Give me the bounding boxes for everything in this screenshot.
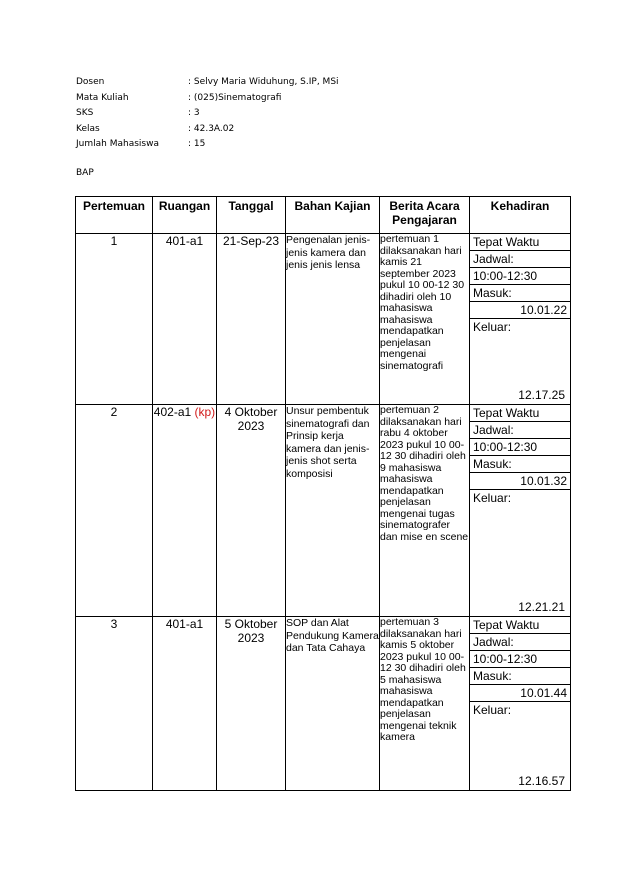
- cell-bahan-kajian: Unsur pembentuk sinematografi dan Prinsip kerja kamera dan jenis-jenis shot serta komposisi: [286, 405, 380, 617]
- cell-tanggal: 5 Oktober 2023: [217, 617, 286, 791]
- kehadiran-jadwal: 10:00-12:30: [470, 651, 570, 668]
- kehadiran-jadwal: 10:00-12:30: [470, 439, 570, 456]
- info-label: Kelas: [76, 123, 100, 134]
- info-label: Mata Kuliah: [76, 92, 129, 103]
- course-info: [76, 75, 339, 153]
- info-row-kelas: [76, 122, 339, 138]
- kehadiran-keluar-label: Keluar:: [473, 320, 512, 334]
- ruangan-text: 401-a1: [165, 617, 204, 631]
- kehadiran-masuk-label: Masuk:: [470, 456, 570, 473]
- ruangan-text: 401-a1: [165, 234, 204, 248]
- kehadiran-status: Tepat Waktu: [470, 617, 570, 634]
- info-value: : 15: [188, 139, 206, 149]
- cell-bahan-kajian: SOP dan Alat Pendukung Kamera dan Tata Cahaya: [286, 617, 380, 791]
- kehadiran-jadwal-label: Jadwal:: [470, 422, 570, 439]
- info-value: : 3: [188, 108, 200, 118]
- info-label: Jumlah Mahasiswa: [76, 139, 159, 149]
- kehadiran-masuk: 10.01.22: [470, 302, 570, 319]
- header-berita-acara: Berita Acara Pengajaran: [380, 197, 470, 234]
- kehadiran-keluar-label: Keluar:: [473, 703, 512, 717]
- cell-bahan-kajian: Pengenalan jenis-jenis kamera dan jenis jenis lensa: [286, 234, 380, 405]
- info-value: : (025)Sinematografi: [188, 92, 282, 103]
- header-bahan-kajian: Bahan Kajian: [286, 197, 380, 234]
- cell-ruangan: [153, 617, 217, 791]
- cell-kehadiran: [470, 617, 571, 791]
- kehadiran-jadwal-label: Jadwal:: [470, 634, 570, 651]
- kehadiran-masuk: 10.01.32: [470, 473, 570, 490]
- info-value: : 42.3A.02: [188, 123, 235, 134]
- bap-table: [75, 196, 571, 791]
- table-row: [76, 234, 571, 405]
- header-tanggal: Tanggal: [217, 197, 286, 234]
- kehadiran-keluar: 12.17.25: [518, 388, 565, 402]
- cell-berita-acara: pertemuan 2 dilaksanakan hari rabu 4 oktober 2023 pukul 10 00-12 30 dihadiri oleh 9 mahasiswa mahasiswa mendapatkan penjelasan mengenai tugas sinematografer dan mise en scene: [380, 405, 470, 617]
- header-pertemuan: Pertemuan: [76, 197, 153, 234]
- ruangan-note: (kp): [194, 405, 216, 419]
- table-row: [76, 405, 571, 617]
- cell-berita-acara: pertemuan 3 dilaksanakan hari kamis 5 oktober 2023 pukul 10 00-12 30 dihadiri oleh 5 mahasiswa mahasiswa mendapatkan penjelasan mengenai teknik kamera: [380, 617, 470, 791]
- kehadiran-jadwal: 10:00-12:30: [470, 268, 570, 285]
- cell-tanggal: 21-Sep-23: [217, 234, 286, 405]
- cell-berita-acara: pertemuan 1 dilaksanakan hari kamis 21 september 2023 pukul 10 00-12 30 dihadiri oleh 10 mahasiswa mahasiswa mendapatkan penjelasan mengenai sinematografi: [380, 234, 470, 405]
- kehadiran-masuk-label: Masuk:: [470, 285, 570, 302]
- header-ruangan: Ruangan: [153, 197, 217, 234]
- kehadiran-keluar: 12.21.21: [518, 600, 565, 614]
- cell-kehadiran: [470, 234, 571, 405]
- kehadiran-status: Tepat Waktu: [470, 405, 570, 422]
- info-row-mata-kuliah: [76, 91, 339, 107]
- info-label: SKS: [76, 108, 94, 118]
- kehadiran-jadwal-label: Jadwal:: [470, 251, 570, 268]
- cell-ruangan: [153, 405, 217, 617]
- info-value: : Selvy Maria Widuhung, S.IP, MSi: [188, 77, 339, 87]
- kehadiran-status: Tepat Waktu: [470, 234, 570, 251]
- cell-pertemuan: 1: [76, 234, 153, 405]
- kehadiran-masuk-label: Masuk:: [470, 668, 570, 685]
- cell-pertemuan: 3: [76, 617, 153, 791]
- cell-kehadiran: [470, 405, 571, 617]
- cell-pertemuan: 2: [76, 405, 153, 617]
- cell-tanggal: 4 Oktober 2023: [217, 405, 286, 617]
- section-title: BAP: [76, 168, 94, 178]
- kehadiran-keluar: 12.16.57: [518, 774, 565, 788]
- cell-ruangan: [153, 234, 217, 405]
- table-header-row: [76, 197, 571, 234]
- header-kehadiran: Kehadiran: [470, 197, 571, 234]
- info-row-jumlah: [76, 137, 339, 153]
- info-row-sks: [76, 106, 339, 122]
- info-label: Dosen: [76, 77, 105, 87]
- table-row: [76, 617, 571, 791]
- ruangan-text: 402-a1: [153, 405, 192, 419]
- kehadiran-keluar-label: Keluar:: [473, 491, 512, 505]
- kehadiran-masuk: 10.01.44: [470, 685, 570, 702]
- info-row-dosen: [76, 75, 339, 91]
